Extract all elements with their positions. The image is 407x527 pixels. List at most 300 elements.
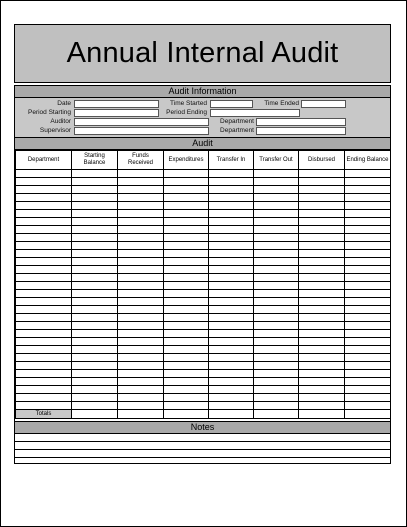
table-cell[interactable] bbox=[118, 242, 164, 250]
table-cell[interactable] bbox=[209, 170, 254, 178]
table-cell[interactable] bbox=[72, 266, 118, 274]
table-cell[interactable] bbox=[345, 218, 391, 226]
table-cell[interactable] bbox=[164, 354, 209, 362]
table-cell[interactable] bbox=[299, 274, 345, 282]
totals-cell[interactable] bbox=[72, 410, 118, 419]
table-cell[interactable] bbox=[118, 330, 164, 338]
table-cell[interactable] bbox=[164, 218, 209, 226]
time-ended-label: Time Ended bbox=[264, 100, 299, 107]
table-cell[interactable] bbox=[164, 306, 209, 314]
table-cell[interactable] bbox=[254, 402, 299, 410]
table-cell[interactable] bbox=[299, 338, 345, 346]
table-cell[interactable] bbox=[72, 354, 118, 362]
table-cell[interactable] bbox=[16, 330, 72, 338]
department-field-1[interactable] bbox=[256, 118, 346, 126]
table-cell[interactable] bbox=[118, 250, 164, 258]
table-cell[interactable] bbox=[164, 186, 209, 194]
table-cell[interactable] bbox=[299, 290, 345, 298]
table-cell[interactable] bbox=[16, 226, 72, 234]
supervisor-field[interactable] bbox=[74, 127, 209, 135]
table-cell[interactable] bbox=[118, 178, 164, 186]
table-cell[interactable] bbox=[16, 322, 72, 330]
table-cell[interactable] bbox=[118, 354, 164, 362]
table-cell[interactable] bbox=[345, 226, 391, 234]
table-cell[interactable] bbox=[16, 290, 72, 298]
table-row bbox=[16, 274, 391, 282]
notes-line[interactable] bbox=[15, 458, 390, 464]
table-cell[interactable] bbox=[164, 394, 209, 402]
table-row bbox=[16, 186, 391, 194]
table-cell[interactable] bbox=[16, 274, 72, 282]
audit-information-heading: Audit Information bbox=[15, 86, 390, 98]
table-cell[interactable] bbox=[118, 306, 164, 314]
table-cell[interactable] bbox=[16, 402, 72, 410]
table-cell[interactable] bbox=[164, 386, 209, 394]
table-cell[interactable] bbox=[118, 258, 164, 266]
time-ended-field[interactable] bbox=[301, 100, 346, 108]
table-cell[interactable] bbox=[254, 322, 299, 330]
table-cell[interactable] bbox=[164, 242, 209, 250]
table-cell[interactable] bbox=[72, 402, 118, 410]
table-row bbox=[16, 202, 391, 210]
table-cell[interactable] bbox=[345, 258, 391, 266]
table-cell[interactable] bbox=[345, 210, 391, 218]
table-cell[interactable] bbox=[345, 250, 391, 258]
table-cell[interactable] bbox=[72, 218, 118, 226]
table-cell[interactable] bbox=[16, 210, 72, 218]
table-cell[interactable] bbox=[164, 402, 209, 410]
supervisor-label: Supervisor bbox=[39, 127, 71, 134]
table-cell[interactable] bbox=[299, 194, 345, 202]
period-starting-field[interactable] bbox=[74, 109, 159, 117]
table-cell[interactable] bbox=[72, 234, 118, 242]
department-label-1: Department bbox=[220, 118, 254, 125]
table-cell[interactable] bbox=[16, 394, 72, 402]
table-cell[interactable] bbox=[164, 274, 209, 282]
table-cell[interactable] bbox=[72, 178, 118, 186]
table-cell[interactable] bbox=[72, 322, 118, 330]
table-cell[interactable] bbox=[299, 314, 345, 322]
table-cell[interactable] bbox=[209, 194, 254, 202]
table-cell[interactable] bbox=[299, 306, 345, 314]
table-cell[interactable] bbox=[345, 370, 391, 378]
table-row bbox=[16, 322, 391, 330]
table-cell[interactable] bbox=[209, 322, 254, 330]
table-cell[interactable] bbox=[118, 402, 164, 410]
table-cell[interactable] bbox=[72, 338, 118, 346]
table-cell[interactable] bbox=[72, 274, 118, 282]
table-cell[interactable] bbox=[345, 274, 391, 282]
table-cell[interactable] bbox=[209, 218, 254, 226]
table-cell[interactable] bbox=[209, 250, 254, 258]
table-row bbox=[16, 370, 391, 378]
table-cell[interactable] bbox=[345, 194, 391, 202]
table-cell[interactable] bbox=[72, 226, 118, 234]
notes-line[interactable] bbox=[15, 442, 390, 450]
table-cell[interactable] bbox=[72, 194, 118, 202]
table-cell[interactable] bbox=[72, 290, 118, 298]
table-cell[interactable] bbox=[299, 362, 345, 370]
table-cell[interactable] bbox=[118, 170, 164, 178]
table-cell[interactable] bbox=[209, 394, 254, 402]
table-cell[interactable] bbox=[72, 186, 118, 194]
table-cell[interactable] bbox=[299, 330, 345, 338]
table-row bbox=[16, 402, 391, 410]
table-cell[interactable] bbox=[345, 186, 391, 194]
audit-header-row bbox=[16, 151, 391, 170]
table-cell[interactable] bbox=[209, 178, 254, 186]
table-cell[interactable] bbox=[72, 314, 118, 322]
table-cell[interactable] bbox=[254, 194, 299, 202]
totals-row bbox=[16, 410, 391, 419]
column-header: Transfer Out bbox=[254, 151, 299, 170]
period-ending-field[interactable] bbox=[210, 109, 300, 117]
table-cell[interactable] bbox=[345, 362, 391, 370]
table-cell[interactable] bbox=[16, 362, 72, 370]
table-cell[interactable] bbox=[299, 378, 345, 386]
table-cell[interactable] bbox=[164, 210, 209, 218]
totals-cell[interactable] bbox=[209, 410, 254, 419]
table-cell[interactable] bbox=[254, 290, 299, 298]
column-header: Disbursed bbox=[299, 151, 345, 170]
table-cell[interactable] bbox=[345, 282, 391, 290]
table-cell[interactable] bbox=[164, 194, 209, 202]
table-cell[interactable] bbox=[299, 242, 345, 250]
table-cell[interactable] bbox=[118, 266, 164, 274]
table-cell[interactable] bbox=[345, 354, 391, 362]
totals-cell[interactable] bbox=[299, 410, 345, 419]
table-cell[interactable] bbox=[16, 234, 72, 242]
totals-cell[interactable] bbox=[254, 410, 299, 419]
table-cell[interactable] bbox=[299, 386, 345, 394]
totals-cell[interactable] bbox=[164, 410, 209, 419]
table-cell[interactable] bbox=[345, 242, 391, 250]
table-cell[interactable] bbox=[72, 250, 118, 258]
table-cell[interactable] bbox=[72, 242, 118, 250]
table-cell[interactable] bbox=[72, 394, 118, 402]
table-cell[interactable] bbox=[254, 274, 299, 282]
totals-label: Totals bbox=[16, 410, 72, 419]
column-header: Expenditures bbox=[164, 151, 209, 170]
table-cell[interactable] bbox=[254, 250, 299, 258]
table-cell[interactable] bbox=[164, 234, 209, 242]
table-cell[interactable] bbox=[209, 266, 254, 274]
table-cell[interactable] bbox=[72, 346, 118, 354]
table-cell[interactable] bbox=[299, 346, 345, 354]
table-row bbox=[16, 170, 391, 178]
table-cell[interactable] bbox=[16, 354, 72, 362]
table-cell[interactable] bbox=[164, 258, 209, 266]
table-cell[interactable] bbox=[209, 306, 254, 314]
table-cell[interactable] bbox=[345, 170, 391, 178]
table-cell[interactable] bbox=[118, 290, 164, 298]
table-row bbox=[16, 250, 391, 258]
table-cell[interactable] bbox=[118, 186, 164, 194]
table-cell[interactable] bbox=[299, 218, 345, 226]
table-cell[interactable] bbox=[254, 354, 299, 362]
table-row bbox=[16, 282, 391, 290]
date-label: Date bbox=[57, 100, 71, 107]
table-cell[interactable] bbox=[16, 266, 72, 274]
column-header: Transfer In bbox=[209, 151, 254, 170]
table-cell[interactable] bbox=[164, 202, 209, 210]
table-row bbox=[16, 298, 391, 306]
table-cell[interactable] bbox=[164, 266, 209, 274]
table-cell[interactable] bbox=[164, 170, 209, 178]
table-cell[interactable] bbox=[118, 210, 164, 218]
form-title: Annual Internal Audit bbox=[14, 24, 391, 83]
table-cell[interactable] bbox=[254, 370, 299, 378]
table-cell[interactable] bbox=[118, 298, 164, 306]
table-cell[interactable] bbox=[16, 314, 72, 322]
table-cell[interactable] bbox=[118, 314, 164, 322]
table-cell[interactable] bbox=[345, 202, 391, 210]
table-cell[interactable] bbox=[254, 186, 299, 194]
table-cell[interactable] bbox=[72, 362, 118, 370]
table-cell[interactable] bbox=[118, 194, 164, 202]
table-cell[interactable] bbox=[16, 202, 72, 210]
table-cell[interactable] bbox=[164, 250, 209, 258]
table-cell[interactable] bbox=[118, 386, 164, 394]
time-started-label: Time Started bbox=[170, 100, 207, 107]
table-cell[interactable] bbox=[16, 282, 72, 290]
table-cell[interactable] bbox=[345, 266, 391, 274]
table-cell[interactable] bbox=[16, 218, 72, 226]
table-cell[interactable] bbox=[72, 306, 118, 314]
table-cell[interactable] bbox=[209, 282, 254, 290]
table-cell[interactable] bbox=[254, 346, 299, 354]
table-cell[interactable] bbox=[254, 282, 299, 290]
auditor-label: Auditor bbox=[50, 118, 71, 125]
table-cell[interactable] bbox=[299, 234, 345, 242]
table-cell[interactable] bbox=[345, 306, 391, 314]
table-cell[interactable] bbox=[164, 282, 209, 290]
table-cell[interactable] bbox=[118, 234, 164, 242]
table-cell[interactable] bbox=[72, 330, 118, 338]
table-cell[interactable] bbox=[164, 362, 209, 370]
table-cell[interactable] bbox=[299, 202, 345, 210]
table-cell[interactable] bbox=[254, 378, 299, 386]
notes-line[interactable] bbox=[15, 434, 390, 442]
table-row bbox=[16, 338, 391, 346]
table-cell[interactable] bbox=[164, 290, 209, 298]
table-row bbox=[16, 234, 391, 242]
table-cell[interactable] bbox=[345, 394, 391, 402]
table-cell[interactable] bbox=[72, 370, 118, 378]
table-cell[interactable] bbox=[299, 250, 345, 258]
table-cell[interactable] bbox=[209, 402, 254, 410]
table-cell[interactable] bbox=[118, 362, 164, 370]
table-cell[interactable] bbox=[164, 314, 209, 322]
table-cell[interactable] bbox=[164, 226, 209, 234]
table-cell[interactable] bbox=[16, 338, 72, 346]
table-cell[interactable] bbox=[254, 202, 299, 210]
table-cell[interactable] bbox=[209, 186, 254, 194]
table-cell[interactable] bbox=[164, 178, 209, 186]
table-cell[interactable] bbox=[16, 258, 72, 266]
table-cell[interactable] bbox=[299, 322, 345, 330]
table-cell[interactable] bbox=[118, 370, 164, 378]
table-cell[interactable] bbox=[209, 370, 254, 378]
table-cell[interactable] bbox=[209, 226, 254, 234]
table-cell[interactable] bbox=[118, 378, 164, 386]
table-cell[interactable] bbox=[209, 258, 254, 266]
auditor-field[interactable] bbox=[74, 118, 209, 126]
table-cell[interactable] bbox=[164, 298, 209, 306]
table-cell[interactable] bbox=[254, 386, 299, 394]
table-cell[interactable] bbox=[299, 354, 345, 362]
table-cell[interactable] bbox=[16, 250, 72, 258]
table-row bbox=[16, 354, 391, 362]
table-row bbox=[16, 218, 391, 226]
table-cell[interactable] bbox=[254, 234, 299, 242]
table-cell[interactable] bbox=[72, 202, 118, 210]
table-cell[interactable] bbox=[209, 346, 254, 354]
table-cell[interactable] bbox=[118, 226, 164, 234]
table-cell[interactable] bbox=[254, 338, 299, 346]
table-cell[interactable] bbox=[72, 258, 118, 266]
table-cell[interactable] bbox=[254, 266, 299, 274]
table-cell[interactable] bbox=[118, 282, 164, 290]
table-cell[interactable] bbox=[345, 298, 391, 306]
period-starting-label: Period Starting bbox=[28, 109, 71, 116]
table-cell[interactable] bbox=[299, 394, 345, 402]
table-cell[interactable] bbox=[209, 330, 254, 338]
table-cell[interactable] bbox=[164, 330, 209, 338]
table-cell[interactable] bbox=[72, 298, 118, 306]
table-cell[interactable] bbox=[299, 370, 345, 378]
table-cell[interactable] bbox=[299, 402, 345, 410]
table-cell[interactable] bbox=[345, 346, 391, 354]
table-cell[interactable] bbox=[209, 242, 254, 250]
totals-cell[interactable] bbox=[118, 410, 164, 419]
table-cell[interactable] bbox=[209, 314, 254, 322]
table-cell[interactable] bbox=[16, 178, 72, 186]
table-cell[interactable] bbox=[299, 170, 345, 178]
table-cell[interactable] bbox=[254, 298, 299, 306]
table-cell[interactable] bbox=[345, 178, 391, 186]
notes-line[interactable] bbox=[15, 450, 390, 458]
table-cell[interactable] bbox=[209, 202, 254, 210]
table-cell[interactable] bbox=[254, 242, 299, 250]
table-cell[interactable] bbox=[16, 306, 72, 314]
table-cell[interactable] bbox=[345, 386, 391, 394]
table-cell[interactable] bbox=[254, 258, 299, 266]
table-cell[interactable] bbox=[16, 346, 72, 354]
table-cell[interactable] bbox=[209, 234, 254, 242]
table-cell[interactable] bbox=[164, 322, 209, 330]
department-label-2: Department bbox=[220, 127, 254, 134]
time-started-field[interactable] bbox=[210, 100, 253, 108]
table-cell[interactable] bbox=[299, 258, 345, 266]
table-cell[interactable] bbox=[72, 378, 118, 386]
table-cell[interactable] bbox=[345, 330, 391, 338]
table-cell[interactable] bbox=[299, 178, 345, 186]
table-cell[interactable] bbox=[345, 338, 391, 346]
table-cell[interactable] bbox=[118, 202, 164, 210]
table-cell[interactable] bbox=[118, 338, 164, 346]
table-cell[interactable] bbox=[254, 210, 299, 218]
table-cell[interactable] bbox=[254, 226, 299, 234]
table-cell[interactable] bbox=[164, 346, 209, 354]
table-cell[interactable] bbox=[254, 314, 299, 322]
table-cell[interactable] bbox=[209, 338, 254, 346]
table-cell[interactable] bbox=[299, 226, 345, 234]
table-cell[interactable] bbox=[16, 170, 72, 178]
table-cell[interactable] bbox=[72, 282, 118, 290]
table-cell[interactable] bbox=[299, 210, 345, 218]
table-row bbox=[16, 314, 391, 322]
table-cell[interactable] bbox=[72, 210, 118, 218]
table-cell[interactable] bbox=[299, 282, 345, 290]
table-cell[interactable] bbox=[209, 386, 254, 394]
table-cell[interactable] bbox=[254, 394, 299, 402]
period-ending-label: Period Ending bbox=[166, 109, 207, 116]
table-cell[interactable] bbox=[16, 242, 72, 250]
table-cell[interactable] bbox=[209, 354, 254, 362]
table-cell[interactable] bbox=[72, 170, 118, 178]
department-field-2[interactable] bbox=[256, 127, 346, 135]
table-cell[interactable] bbox=[254, 178, 299, 186]
table-cell[interactable] bbox=[118, 346, 164, 354]
table-cell[interactable] bbox=[345, 290, 391, 298]
table-cell[interactable] bbox=[209, 378, 254, 386]
table-cell[interactable] bbox=[118, 322, 164, 330]
table-cell[interactable] bbox=[209, 210, 254, 218]
table-cell[interactable] bbox=[16, 386, 72, 394]
table-cell[interactable] bbox=[299, 266, 345, 274]
table-cell[interactable] bbox=[164, 378, 209, 386]
totals-cell[interactable] bbox=[345, 410, 391, 419]
table-cell[interactable] bbox=[209, 290, 254, 298]
table-cell[interactable] bbox=[254, 362, 299, 370]
table-cell[interactable] bbox=[345, 234, 391, 242]
table-cell[interactable] bbox=[209, 362, 254, 370]
table-cell[interactable] bbox=[72, 386, 118, 394]
table-cell[interactable] bbox=[345, 378, 391, 386]
table-cell[interactable] bbox=[16, 186, 72, 194]
column-header: Ending Balance bbox=[345, 151, 391, 170]
table-cell[interactable] bbox=[345, 322, 391, 330]
audit-table-body bbox=[16, 170, 391, 419]
table-cell[interactable] bbox=[118, 394, 164, 402]
table-cell[interactable] bbox=[209, 298, 254, 306]
table-cell[interactable] bbox=[254, 306, 299, 314]
table-cell[interactable] bbox=[345, 314, 391, 322]
table-cell[interactable] bbox=[299, 298, 345, 306]
table-cell[interactable] bbox=[16, 194, 72, 202]
date-field[interactable] bbox=[74, 100, 159, 108]
table-cell[interactable] bbox=[16, 298, 72, 306]
table-cell[interactable] bbox=[16, 378, 72, 386]
table-cell[interactable] bbox=[164, 370, 209, 378]
column-header: Funds Received bbox=[118, 151, 164, 170]
table-cell[interactable] bbox=[118, 274, 164, 282]
table-cell[interactable] bbox=[254, 330, 299, 338]
table-cell[interactable] bbox=[16, 370, 72, 378]
table-cell[interactable] bbox=[345, 402, 391, 410]
table-row bbox=[16, 362, 391, 370]
table-cell[interactable] bbox=[254, 218, 299, 226]
table-cell[interactable] bbox=[118, 218, 164, 226]
notes-heading: Notes bbox=[15, 421, 390, 434]
table-cell[interactable] bbox=[299, 186, 345, 194]
table-row bbox=[16, 378, 391, 386]
audit-information-panel bbox=[15, 98, 390, 138]
table-cell[interactable] bbox=[254, 170, 299, 178]
table-cell[interactable] bbox=[164, 338, 209, 346]
table-cell[interactable] bbox=[209, 274, 254, 282]
